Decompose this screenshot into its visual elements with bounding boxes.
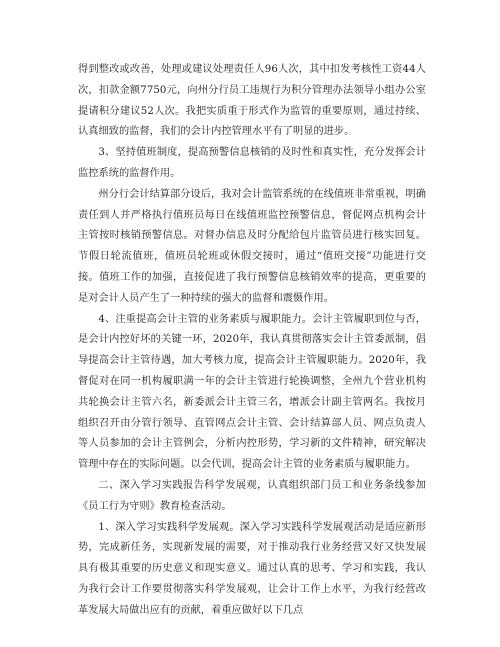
paragraph-point-3: 3、坚持值班制度，提高预警信息核销的及时性和真实性，充分发挥会计监控系统的监督作用。 [78,147,426,179]
paragraph-duty-monitoring: 州分行会计结算部分设后，我对会计监管系统的在线值班非常重视，明确责任到人并严格执行值班员每日在线值班监控预警信息，督促网点机构会计主管按时核销预警信息。对督办信息及时分配给包片监管员进行核实回复。节假日轮流值班，值班员轮班或休假交接时，通过“值班交接”功能进行交接。值班工作的加强，直接促进了我行预警信息核销效率的提高，更重要的是对会计人员产生了一种持续的强大的监督和震慑作用。 [78,188,426,304]
paragraph-section-2: 二、深入学习实践报告科学发展观，认真组织部门员工和业务条线参加《员工行为守则》教育检查活动。 [78,479,426,512]
paragraph-point-4: 4、注重提高会计主管的业务素质与履职能力。会计主管履职到位与否，是会计内控好坏的关键一环，2020年，我认真贯彻落实会计主管委派制，倡导提高会计主管待遇，加大考核力度，提高会计主管履职能力。2020年，我督促对在同一机构履职满一年的会计主管进行轮换调整，全州九个营业机构共轮换会计主管六名，新委派会计主管三名，增派会计副主管两名。我按月组织召开由分管行领导、直管网点会计主管、会计结算部人员、网点负责人等人员参加的会计主管例会，分析内控形势，学习新的文件精神，研究解决管理中存在的实际问题。以会代训，提高会计主管的业务素质与履职能力。 [78,313,426,471]
paragraph-section-2-point-1: 1、深入学习实践科学发展观。深入学习实践科学发展观活动是适应新形势，完成新任务，实现新发展的需要，对于推动我行业务经营又好又快发展具有极其重要的历史意义和现实意义。通过认真的思考、学习和实践，我认为我行会计工作要贯彻落实科学发展观，让会计工作上水平，为我行经营改革发展大局做出应有的贡献，着重应做好以下几点 [78,521,426,616]
document-body [78,60,426,622]
paragraph-continuation: 得到整改或改善，处理或建议处理责任人96人次，其中扣发考核性工资44人次，扣款金额7750元，向州分行员工违规行为积分管理办法领导小组办公室提请积分建议52人次。我把实质重于形式作为监管的重要原则，通过持续、认真细致的监督，我们的会计内控管理水平有了明显的进步。 [78,64,426,138]
